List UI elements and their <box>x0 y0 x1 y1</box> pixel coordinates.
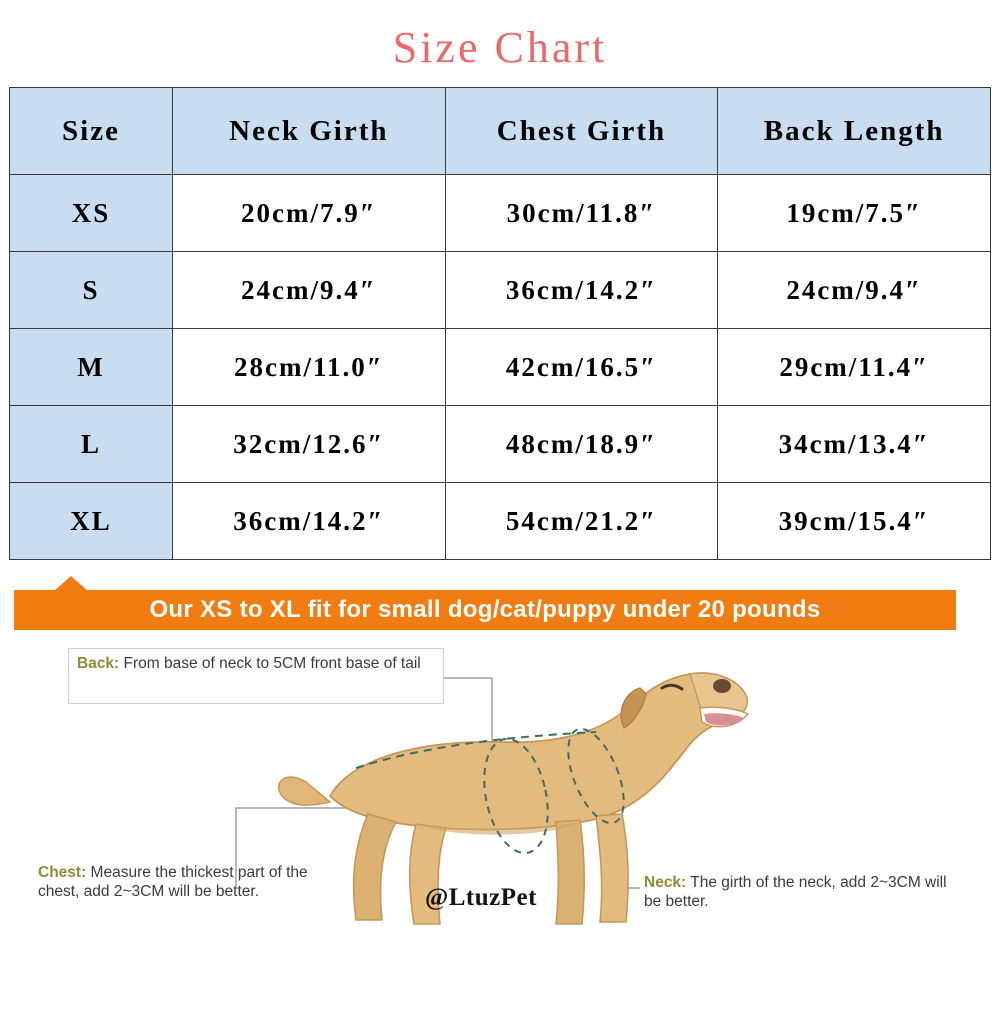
page-title: Size Chart <box>392 23 608 72</box>
callout-chest-label: Chest: <box>38 864 87 881</box>
table-row <box>10 252 991 329</box>
banner-notch-icon <box>54 576 88 591</box>
column-header-size: Size <box>10 88 173 175</box>
cell-chest-girth: 54cm/21.2″ <box>445 483 718 560</box>
callout-chest <box>30 858 350 930</box>
cell-neck-girth: 20cm/7.9″ <box>173 175 446 252</box>
cell-neck-girth: 24cm/9.4″ <box>173 252 446 329</box>
cell-chest-girth: 42cm/16.5″ <box>445 329 718 406</box>
cell-neck-girth: 28cm/11.0″ <box>173 329 446 406</box>
cell-chest-girth: 30cm/11.8″ <box>445 175 718 252</box>
column-header-chest-girth: Chest Girth <box>445 88 718 175</box>
brand-watermark: @LtuzPet <box>425 884 537 911</box>
column-header-neck-girth: Neck Girth <box>173 88 446 175</box>
cell-back-length: 29cm/11.4″ <box>718 329 991 406</box>
cell-size: XS <box>10 175 173 252</box>
cell-neck-girth: 32cm/12.6″ <box>173 406 446 483</box>
cell-back-length: 19cm/7.5″ <box>718 175 991 252</box>
table-row <box>10 175 991 252</box>
table-header-row <box>10 88 991 175</box>
callout-back-label: Back: <box>77 655 120 672</box>
table-body <box>10 175 991 560</box>
cell-back-length: 34cm/13.4″ <box>718 406 991 483</box>
table-row <box>10 483 991 560</box>
table-header <box>10 88 991 175</box>
callout-neck-text: The girth of the neck, add 2~3CM will be better. <box>644 874 947 911</box>
size-chart-table <box>9 87 991 560</box>
callout-back-text: From base of neck to 5CM front base of tail <box>119 655 421 672</box>
cell-size: XL <box>10 483 173 560</box>
cell-neck-girth: 36cm/14.2″ <box>173 483 446 560</box>
callout-chest-text: Measure the thickest part of the chest, add 2~3CM will be better. <box>38 864 308 901</box>
measurement-illustration <box>0 636 1000 966</box>
cell-size: M <box>10 329 173 406</box>
cell-size: L <box>10 406 173 483</box>
cell-chest-girth: 48cm/18.9″ <box>445 406 718 483</box>
cell-chest-girth: 36cm/14.2″ <box>445 252 718 329</box>
cell-back-length: 24cm/9.4″ <box>718 252 991 329</box>
cell-size: S <box>10 252 173 329</box>
fit-banner-row <box>0 576 1000 630</box>
callout-back <box>68 648 444 704</box>
callout-neck-label: Neck: <box>644 874 687 891</box>
size-chart-table-wrapper <box>5 87 995 560</box>
cell-back-length: 39cm/15.4″ <box>718 483 991 560</box>
fit-banner-text: Our XS to XL fit for small dog/cat/puppy under 20 pounds <box>149 596 821 623</box>
table-row <box>10 406 991 483</box>
callout-neck <box>636 868 966 922</box>
column-header-back-length: Back Length <box>718 88 991 175</box>
fit-banner <box>14 590 956 630</box>
table-row <box>10 329 991 406</box>
